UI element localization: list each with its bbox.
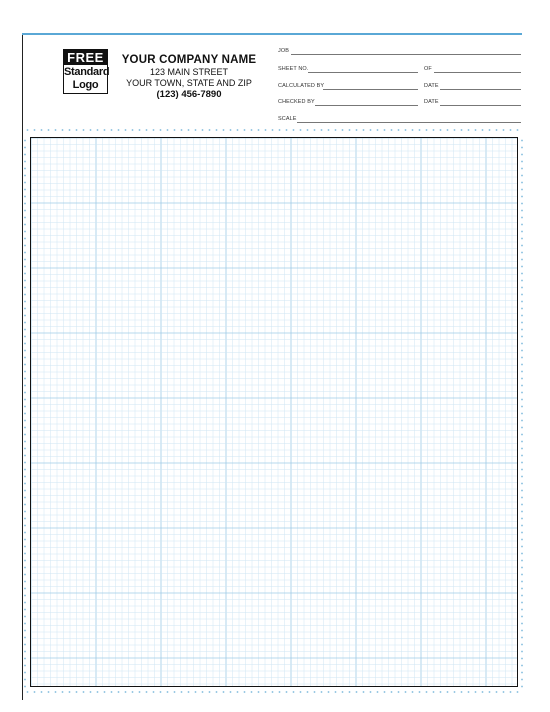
job-label: JOB — [278, 48, 289, 54]
graph-grid — [31, 138, 517, 686]
checked-by-label: CHECKED BY — [278, 99, 315, 105]
company-block — [114, 54, 264, 101]
top-dot-guide — [24, 129, 522, 131]
left-dot-guide — [24, 137, 26, 692]
graph-paper-area[interactable] — [30, 137, 518, 687]
company-phone: (123) 456-7890 — [156, 89, 222, 100]
company-street: 123 MAIN STREET — [149, 67, 229, 77]
scale-line[interactable] — [297, 122, 521, 123]
sheet-no-label: SHEET NO. — [278, 66, 309, 72]
company-city: YOUR TOWN, STATE AND ZIP — [126, 78, 252, 88]
job-line[interactable] — [291, 54, 521, 55]
left-margin-rule — [22, 35, 23, 700]
company-name: YOUR COMPANY NAME — [121, 54, 257, 66]
calculated-by-line[interactable] — [323, 89, 418, 90]
date-line-1[interactable] — [440, 89, 521, 90]
logo-standard-text: Standard — [64, 66, 110, 78]
date-label-1: DATE — [424, 83, 439, 89]
sheet-no-line[interactable] — [308, 72, 418, 73]
of-line[interactable] — [434, 72, 521, 73]
logo-logo-text: Logo — [72, 79, 99, 91]
right-dot-guide — [521, 137, 523, 692]
checked-by-line[interactable] — [315, 105, 418, 106]
logo-free-text: FREE — [64, 50, 107, 65]
calculated-by-label: CALCULATED BY — [278, 83, 325, 89]
date-label-2: DATE — [424, 99, 439, 105]
bottom-dot-guide — [24, 691, 522, 693]
of-label: OF — [424, 66, 432, 72]
scale-label: SCALE — [278, 116, 297, 122]
header-top-rule — [22, 33, 522, 35]
date-line-2[interactable] — [440, 105, 521, 106]
company-logo — [63, 49, 108, 94]
